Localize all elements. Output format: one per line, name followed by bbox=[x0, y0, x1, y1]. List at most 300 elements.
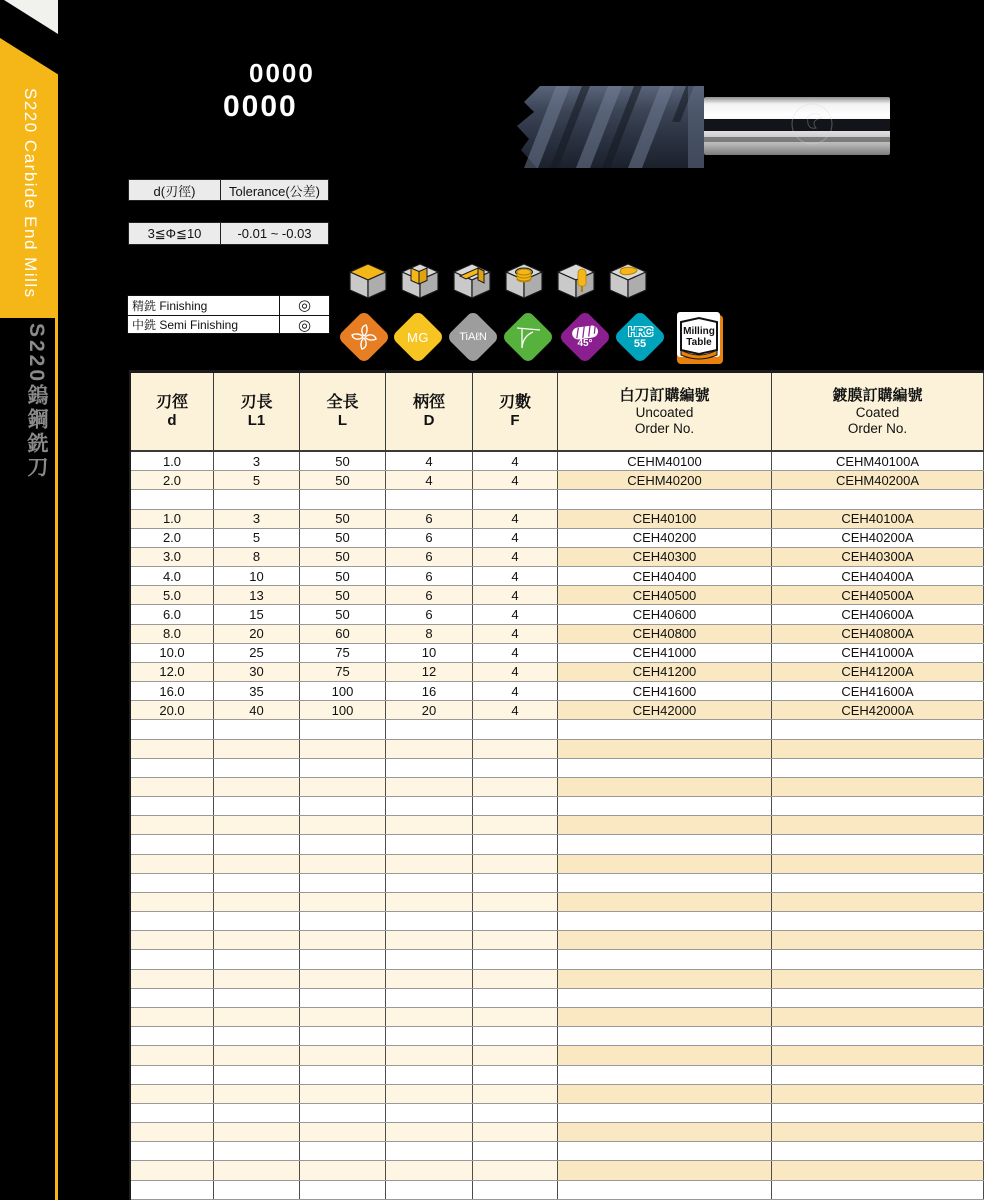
table-row bbox=[131, 644, 984, 663]
order-no-cell bbox=[772, 970, 984, 988]
spec-cell: 4.0 bbox=[131, 567, 214, 585]
spec-cell bbox=[386, 1123, 473, 1141]
spec-cell bbox=[300, 490, 386, 508]
spec-cell bbox=[386, 1008, 473, 1026]
spec-cell bbox=[214, 1123, 300, 1141]
spec-cell bbox=[386, 490, 473, 508]
order-no-cell: CEH40300 bbox=[558, 548, 772, 566]
table-row bbox=[131, 1066, 984, 1085]
spec-cell bbox=[386, 816, 473, 834]
order-no-cell bbox=[772, 989, 984, 1007]
spec-cell: 60 bbox=[300, 625, 386, 643]
spec-cell bbox=[300, 1123, 386, 1141]
col-header-uncoated-order-no: 白刀訂購編號 Uncoated Order No. bbox=[558, 373, 772, 450]
spec-cell: 5 bbox=[214, 529, 300, 547]
order-no-cell: CEH40200A bbox=[772, 529, 984, 547]
page-title-line2: 0000 bbox=[223, 90, 298, 123]
table-row bbox=[131, 586, 984, 605]
spec-cell: 5 bbox=[214, 471, 300, 489]
spec-cell: 4 bbox=[473, 452, 558, 470]
spec-cell: 4 bbox=[473, 548, 558, 566]
order-no-cell: CEH40600A bbox=[772, 605, 984, 623]
spec-cell bbox=[386, 759, 473, 777]
spec-cell: 50 bbox=[300, 586, 386, 604]
spec-cell bbox=[300, 1142, 386, 1160]
spec-cell bbox=[131, 893, 214, 911]
order-no-cell: CEH40100 bbox=[558, 510, 772, 528]
table-row bbox=[131, 1123, 984, 1142]
spec-cell bbox=[131, 1046, 214, 1064]
milling-table-label-top: Milling bbox=[683, 326, 715, 337]
spec-cell bbox=[386, 893, 473, 911]
spec-cell bbox=[386, 931, 473, 949]
table-row bbox=[131, 797, 984, 816]
spec-cell bbox=[473, 740, 558, 758]
spec-cell bbox=[386, 1046, 473, 1064]
spec-cell bbox=[300, 1066, 386, 1084]
spec-cell bbox=[473, 874, 558, 892]
spec-cell bbox=[473, 1027, 558, 1045]
order-no-cell bbox=[772, 740, 984, 758]
table-row bbox=[131, 931, 984, 950]
hrc-label: HRC bbox=[628, 323, 652, 339]
spec-cell: 100 bbox=[300, 701, 386, 719]
tialn-coating-badge bbox=[446, 310, 500, 364]
spec-cell bbox=[473, 1181, 558, 1199]
spec-cell bbox=[300, 1104, 386, 1122]
spec-cell: 3 bbox=[214, 452, 300, 470]
end-mill-product-image bbox=[512, 82, 894, 174]
four-flute-icon bbox=[350, 323, 378, 351]
spec-cell: 50 bbox=[300, 567, 386, 585]
tolerance-value-row bbox=[128, 222, 329, 245]
spec-cell bbox=[300, 950, 386, 968]
spec-cell bbox=[300, 1046, 386, 1064]
ramping-icon bbox=[603, 259, 653, 303]
spec-cell bbox=[386, 855, 473, 873]
spec-cell: 4 bbox=[473, 510, 558, 528]
order-no-cell bbox=[558, 874, 772, 892]
spec-cell: 30 bbox=[214, 663, 300, 681]
table-row bbox=[131, 740, 984, 759]
spec-cell bbox=[214, 950, 300, 968]
table-row bbox=[131, 471, 984, 490]
order-no-cell bbox=[772, 893, 984, 911]
spec-cell bbox=[131, 1085, 214, 1103]
order-no-cell bbox=[558, 912, 772, 930]
table-row bbox=[131, 1046, 984, 1065]
order-no-cell: CEH40600 bbox=[558, 605, 772, 623]
col-header-coated-order-no: 鍍膜訂購編號 Coated Order No. bbox=[772, 373, 984, 450]
hrc-55-badge bbox=[613, 310, 667, 364]
order-no-cell: CEH40200 bbox=[558, 529, 772, 547]
table-row bbox=[131, 720, 984, 739]
spec-cell: 10.0 bbox=[131, 644, 214, 662]
table-row bbox=[131, 989, 984, 1008]
spec-cell bbox=[473, 1066, 558, 1084]
order-no-cell: CEHM40100 bbox=[558, 452, 772, 470]
spec-cell bbox=[473, 1161, 558, 1179]
table-row bbox=[131, 778, 984, 797]
table-row bbox=[131, 1027, 984, 1046]
spec-cell bbox=[300, 970, 386, 988]
order-no-cell bbox=[558, 1104, 772, 1122]
face-milling-icon bbox=[343, 259, 393, 303]
spec-cell bbox=[131, 855, 214, 873]
product-spec-table bbox=[129, 370, 984, 1200]
spec-cell bbox=[386, 740, 473, 758]
spec-cell bbox=[300, 1008, 386, 1026]
table-row bbox=[131, 816, 984, 835]
spec-cell bbox=[473, 950, 558, 968]
tolerance-col1-header: d(刃徑) bbox=[129, 180, 221, 200]
spec-cell bbox=[131, 1104, 214, 1122]
order-no-cell: CEH40500A bbox=[772, 586, 984, 604]
spec-cell: 13 bbox=[214, 586, 300, 604]
spec-cell: 6 bbox=[386, 529, 473, 547]
table-row bbox=[131, 1161, 984, 1180]
spec-cell: 1.0 bbox=[131, 510, 214, 528]
helix-angle-label: 45° bbox=[577, 338, 593, 349]
spec-cell bbox=[300, 797, 386, 815]
spec-cell bbox=[300, 1181, 386, 1199]
spec-cell bbox=[473, 1104, 558, 1122]
spec-cell bbox=[214, 816, 300, 834]
order-no-cell bbox=[772, 950, 984, 968]
spec-cell: 4 bbox=[473, 663, 558, 681]
order-no-cell bbox=[772, 874, 984, 892]
order-no-cell bbox=[772, 797, 984, 815]
tialn-label: TiAℓN bbox=[459, 330, 487, 343]
spec-cell bbox=[473, 720, 558, 738]
spec-cell bbox=[386, 1142, 473, 1160]
spec-cell bbox=[214, 1161, 300, 1179]
spec-cell bbox=[386, 950, 473, 968]
table-row bbox=[131, 835, 984, 854]
spec-cell bbox=[386, 1085, 473, 1103]
order-no-cell: CEH41000 bbox=[558, 644, 772, 662]
spec-cell bbox=[131, 490, 214, 508]
spec-cell bbox=[473, 893, 558, 911]
order-no-cell bbox=[558, 816, 772, 834]
four-flute-badge bbox=[337, 310, 391, 364]
spec-cell bbox=[473, 931, 558, 949]
order-no-cell bbox=[558, 740, 772, 758]
spec-cell: 3.0 bbox=[131, 548, 214, 566]
spec-cell bbox=[214, 1142, 300, 1160]
table-row bbox=[131, 759, 984, 778]
table-row bbox=[131, 548, 984, 567]
spec-cell bbox=[386, 874, 473, 892]
spec-cell bbox=[300, 989, 386, 1007]
spec-cell bbox=[214, 912, 300, 930]
order-no-cell bbox=[558, 490, 772, 508]
spec-cell bbox=[214, 740, 300, 758]
order-no-cell bbox=[558, 1008, 772, 1026]
spec-cell: 12 bbox=[386, 663, 473, 681]
order-no-cell: CEH41600A bbox=[772, 682, 984, 700]
spec-cell bbox=[473, 989, 558, 1007]
spec-cell bbox=[214, 1104, 300, 1122]
order-no-cell bbox=[558, 1123, 772, 1141]
shank-reflection-stripe bbox=[704, 119, 890, 131]
spec-cell bbox=[300, 740, 386, 758]
table-row bbox=[131, 663, 984, 682]
order-no-cell bbox=[772, 816, 984, 834]
spec-cell bbox=[214, 1008, 300, 1026]
spec-cell bbox=[386, 1027, 473, 1045]
spec-cell bbox=[214, 1027, 300, 1045]
spec-cell: 10 bbox=[214, 567, 300, 585]
tolerance-col2-value: -0.01 ~ -0.03 bbox=[237, 226, 312, 241]
corner-wedge-decoration bbox=[0, 0, 58, 34]
order-no-cell bbox=[772, 835, 984, 853]
spec-cell bbox=[214, 931, 300, 949]
spec-cell bbox=[473, 759, 558, 777]
spec-cell bbox=[131, 835, 214, 853]
order-no-cell bbox=[558, 797, 772, 815]
table-row bbox=[131, 855, 984, 874]
spec-cell: 20.0 bbox=[131, 701, 214, 719]
order-no-cell bbox=[772, 1027, 984, 1045]
spec-cell: 25 bbox=[214, 644, 300, 662]
finishing-label: 精銑 Finishing bbox=[132, 298, 208, 313]
order-no-cell: CEH41200 bbox=[558, 663, 772, 681]
order-no-cell bbox=[772, 759, 984, 777]
spec-cell: 20 bbox=[214, 625, 300, 643]
spec-cell bbox=[131, 970, 214, 988]
order-no-cell bbox=[772, 1104, 984, 1122]
spec-cell bbox=[473, 797, 558, 815]
spec-cell bbox=[214, 797, 300, 815]
spec-cell bbox=[131, 1008, 214, 1026]
spec-cell bbox=[386, 797, 473, 815]
spec-cell: 20 bbox=[386, 701, 473, 719]
spec-cell bbox=[300, 778, 386, 796]
spec-cell bbox=[386, 778, 473, 796]
order-no-cell: CEHM40200A bbox=[772, 471, 984, 489]
table-row bbox=[131, 529, 984, 548]
spec-cell bbox=[214, 1046, 300, 1064]
spec-cell bbox=[386, 1181, 473, 1199]
table-row bbox=[131, 605, 984, 624]
spec-cell bbox=[300, 931, 386, 949]
table-row bbox=[131, 970, 984, 989]
spec-cell: 2.0 bbox=[131, 529, 214, 547]
spec-cell: 50 bbox=[300, 529, 386, 547]
spec-cell: 2.0 bbox=[131, 471, 214, 489]
order-no-cell: CEH40400A bbox=[772, 567, 984, 585]
spec-cell bbox=[214, 989, 300, 1007]
spec-cell bbox=[131, 740, 214, 758]
col-header-flute-length: 刃長 L1 bbox=[214, 373, 300, 450]
table-row bbox=[131, 1142, 984, 1161]
spec-cell: 4 bbox=[473, 644, 558, 662]
order-no-cell: CEH40500 bbox=[558, 586, 772, 604]
table-header-row bbox=[131, 373, 984, 452]
spec-cell bbox=[386, 970, 473, 988]
spec-cell: 8 bbox=[214, 548, 300, 566]
spec-cell bbox=[386, 1066, 473, 1084]
plunge-milling-icon bbox=[551, 259, 601, 303]
order-no-cell bbox=[558, 893, 772, 911]
spec-cell bbox=[473, 778, 558, 796]
spec-cell: 8 bbox=[386, 625, 473, 643]
spec-cell: 16.0 bbox=[131, 682, 214, 700]
page-title-line1: 0000 bbox=[249, 58, 315, 88]
order-no-cell bbox=[772, 1181, 984, 1199]
spec-cell bbox=[300, 893, 386, 911]
spec-cell bbox=[386, 720, 473, 738]
spec-cell bbox=[131, 874, 214, 892]
order-no-cell: CEH41200A bbox=[772, 663, 984, 681]
order-no-cell bbox=[772, 931, 984, 949]
spec-cell bbox=[214, 720, 300, 738]
spec-cell: 50 bbox=[300, 605, 386, 623]
spec-cell: 6 bbox=[386, 548, 473, 566]
mg-label: MG bbox=[407, 329, 429, 345]
order-no-cell bbox=[558, 989, 772, 1007]
col-header-shank-diameter: 柄徑 D bbox=[386, 373, 473, 450]
order-no-cell: CEH42000A bbox=[772, 701, 984, 719]
spec-cell bbox=[131, 1027, 214, 1045]
spec-cell: 50 bbox=[300, 510, 386, 528]
order-no-cell: CEH42000 bbox=[558, 701, 772, 719]
spec-cell bbox=[131, 1066, 214, 1084]
order-no-cell: CEH40800 bbox=[558, 625, 772, 643]
spec-cell: 1.0 bbox=[131, 452, 214, 470]
spec-cell bbox=[300, 1085, 386, 1103]
spec-cell bbox=[214, 893, 300, 911]
order-no-cell bbox=[558, 1181, 772, 1199]
table-row bbox=[131, 682, 984, 701]
spec-cell bbox=[214, 778, 300, 796]
table-row bbox=[131, 950, 984, 969]
order-no-cell bbox=[558, 1161, 772, 1179]
spec-cell bbox=[214, 1085, 300, 1103]
order-no-cell bbox=[558, 1046, 772, 1064]
order-no-cell bbox=[772, 1008, 984, 1026]
spec-cell bbox=[214, 835, 300, 853]
spec-cell: 12.0 bbox=[131, 663, 214, 681]
order-no-cell bbox=[558, 1027, 772, 1045]
spec-cell: 4 bbox=[386, 452, 473, 470]
order-no-cell: CEH41600 bbox=[558, 682, 772, 700]
spec-cell bbox=[473, 1046, 558, 1064]
spec-cell bbox=[473, 912, 558, 930]
spec-cell: 50 bbox=[300, 471, 386, 489]
spec-cell bbox=[214, 970, 300, 988]
spec-cell bbox=[131, 1142, 214, 1160]
spec-cell bbox=[300, 855, 386, 873]
sharp-corner-icon bbox=[513, 322, 543, 352]
spec-cell bbox=[131, 912, 214, 930]
order-no-cell bbox=[558, 759, 772, 777]
order-no-cell bbox=[772, 1142, 984, 1160]
spec-cell bbox=[300, 759, 386, 777]
spec-cell: 6 bbox=[386, 510, 473, 528]
spec-cell bbox=[386, 835, 473, 853]
order-no-cell bbox=[772, 912, 984, 930]
order-no-cell bbox=[772, 1161, 984, 1179]
spec-cell bbox=[131, 1181, 214, 1199]
spec-cell bbox=[131, 778, 214, 796]
spec-cell bbox=[386, 912, 473, 930]
order-no-cell bbox=[772, 490, 984, 508]
order-no-cell bbox=[558, 1142, 772, 1160]
spec-cell bbox=[473, 816, 558, 834]
spec-cell bbox=[214, 1066, 300, 1084]
spec-cell bbox=[473, 490, 558, 508]
hrc-value: 55 bbox=[633, 337, 647, 350]
milling-table-icon bbox=[676, 312, 724, 366]
spec-cell bbox=[131, 1161, 214, 1179]
slot-milling-icon bbox=[395, 259, 445, 303]
order-no-cell bbox=[558, 835, 772, 853]
table-row bbox=[131, 490, 984, 509]
order-no-cell bbox=[558, 1066, 772, 1084]
order-no-cell: CEH40400 bbox=[558, 567, 772, 585]
finishing-rating: ◎ bbox=[279, 296, 329, 315]
spec-cell: 16 bbox=[386, 682, 473, 700]
order-no-cell bbox=[772, 1123, 984, 1141]
spec-cell bbox=[473, 1085, 558, 1103]
spec-cell: 4 bbox=[473, 605, 558, 623]
spec-cell: 6 bbox=[386, 605, 473, 623]
col-header-diameter: 刃徑 d bbox=[131, 373, 214, 450]
spec-cell bbox=[214, 490, 300, 508]
spec-cell bbox=[300, 874, 386, 892]
spec-cell: 75 bbox=[300, 663, 386, 681]
order-no-cell bbox=[558, 931, 772, 949]
order-no-cell bbox=[558, 855, 772, 873]
helical-milling-icon bbox=[499, 259, 549, 303]
semi-finishing-label: 中銑 Semi Finishing bbox=[132, 318, 239, 333]
table-row bbox=[131, 452, 984, 471]
table-row bbox=[131, 1104, 984, 1123]
spec-cell: 4 bbox=[473, 586, 558, 604]
sharp-corner-badge bbox=[501, 310, 555, 364]
spec-cell bbox=[214, 759, 300, 777]
order-no-cell bbox=[558, 970, 772, 988]
accent-line bbox=[55, 318, 58, 1200]
spec-cell: 4 bbox=[473, 682, 558, 700]
order-no-cell: CEH40100A bbox=[772, 510, 984, 528]
spec-cell: 35 bbox=[214, 682, 300, 700]
order-no-cell: CEH40300A bbox=[772, 548, 984, 566]
spec-cell bbox=[214, 1181, 300, 1199]
spec-cell bbox=[131, 720, 214, 738]
finishing-row bbox=[128, 296, 329, 316]
spec-cell bbox=[473, 1123, 558, 1141]
series-title-zh: S220鎢鋼銑刀 bbox=[25, 323, 48, 481]
spec-cell bbox=[131, 931, 214, 949]
table-row bbox=[131, 510, 984, 529]
spec-cell bbox=[131, 816, 214, 834]
tolerance-header-row bbox=[128, 179, 329, 201]
order-no-cell bbox=[558, 950, 772, 968]
spec-cell: 4 bbox=[473, 567, 558, 585]
shoulder-milling-icon bbox=[447, 259, 497, 303]
semi-finishing-rating: ◎ bbox=[279, 316, 329, 335]
order-no-cell bbox=[772, 720, 984, 738]
order-no-cell bbox=[558, 778, 772, 796]
spec-cell bbox=[386, 989, 473, 1007]
spec-cell: 5.0 bbox=[131, 586, 214, 604]
spec-cell bbox=[473, 970, 558, 988]
order-no-cell: CEHM40200 bbox=[558, 471, 772, 489]
spec-cell bbox=[300, 1161, 386, 1179]
